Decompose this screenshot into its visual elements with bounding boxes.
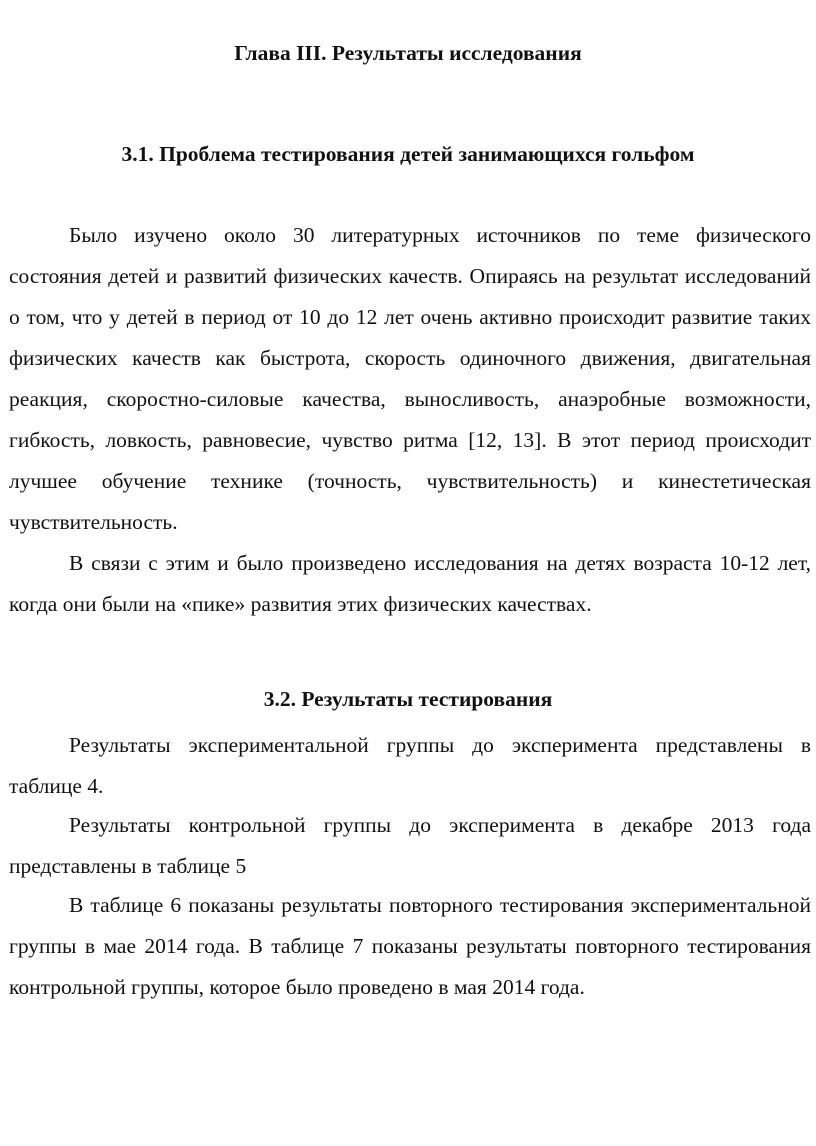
section-1-title: 3.1. Проблема тестирования детей занимающихся гольфом <box>121 142 695 166</box>
section-2-paragraph-1: Результаты экспериментальной группы до эксперимента представлены в таблице 4. <box>9 733 811 798</box>
section-1-paragraph-2: В связи с этим и было произведено исследования на детях возраста 10-12 лет, когда они были на «пике» развития этих физических качествах. <box>9 551 811 616</box>
section-2-paragraph-3: В таблице 6 показаны результаты повторного тестирования экспериментальной группы в мае 2014 года. В таблице 7 показаны результаты повторного тестирования контрольной группы, которое было проведено в мая 2014 года. <box>9 893 811 999</box>
section-1-paragraph-1: Было изучено около 30 литературных источников по теме физического состояния детей и развитий физических качеств. Опираясь на результат исследований о том, что у детей в период от 10 до 12 лет очень активно происходит развитие таких физических качеств как быстрота, скорость одиночного движения, двигательная реакция, скоростно-силовые качества, выносливость, анаэробные возможности, гибкость, ловкость, равновесие, чувство ритма [12, 13]. В этот период происходит лучшее обучение технике (точность, чувствительность) и кинестетическая чувствительность. <box>9 223 811 534</box>
section-2-paragraph-2: Результаты контрольной группы до эксперимента в декабре 2013 года представлены в таблице 5 <box>9 813 811 878</box>
chapter-title: Глава III. Результаты исследования <box>234 41 582 65</box>
section-2-title: 3.2. Результаты тестирования <box>263 687 553 711</box>
